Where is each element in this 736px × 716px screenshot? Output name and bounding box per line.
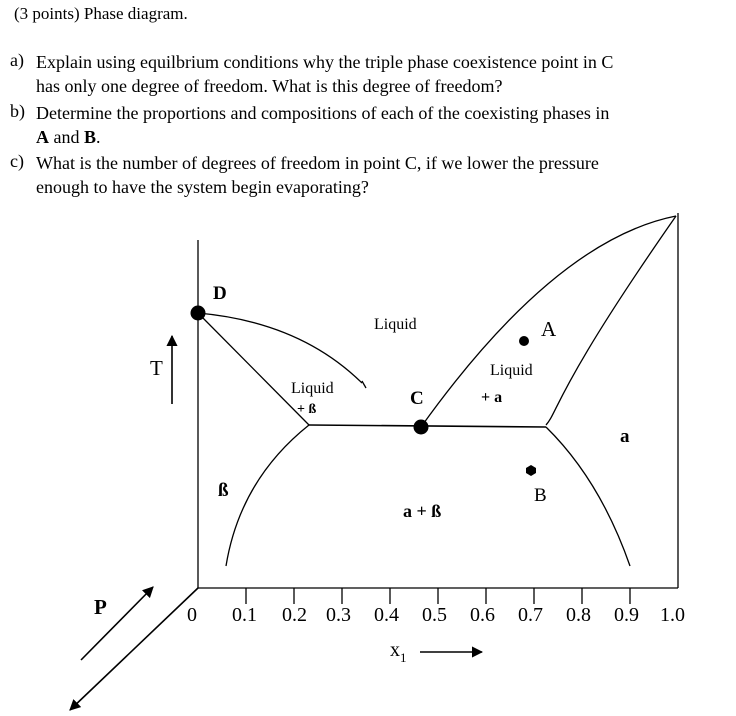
point-b-marker	[526, 465, 536, 476]
x-axis-ticks	[246, 588, 630, 604]
tick-label: 0.9	[614, 604, 639, 626]
region-alpha-beta: a + ß	[403, 501, 442, 521]
tick-label: 0.4	[374, 604, 399, 626]
composition-label-subscript: 1	[400, 650, 407, 665]
point-c-label: C	[410, 388, 424, 409]
tick-label: 0.1	[232, 604, 257, 626]
point-c-marker	[414, 420, 429, 435]
tick-label: 0.2	[282, 604, 307, 626]
question-b-connector: and	[49, 127, 84, 147]
tick-label: 0	[187, 604, 197, 626]
point-a-reference: A	[36, 127, 49, 147]
question-a-line1: Explain using equilbrium conditions why the triple phase coexistence point in C	[36, 52, 614, 72]
question-c-label: c)	[10, 151, 24, 171]
question-a-line2: has only one degree of freedom. What is this degree of freedom?	[36, 76, 503, 96]
region-liquid-alpha-line1: Liquid	[490, 362, 533, 379]
solidus-right	[546, 216, 676, 425]
point-b-label: B	[534, 485, 547, 506]
question-b-line1: Determine the proportions and compositions of each of the coexisting phases in	[36, 103, 610, 123]
region-alpha: a	[620, 426, 630, 447]
temperature-label: T	[150, 356, 163, 380]
solvus-left	[226, 425, 309, 566]
region-liquid-alpha-line2: + a	[481, 389, 503, 406]
x-tick-labels	[187, 604, 685, 626]
composition-label	[390, 639, 407, 665]
region-beta: ß	[218, 480, 229, 501]
tick-label: 0.3	[326, 604, 351, 626]
tick-label: 1.0	[660, 604, 685, 626]
problem-heading: (3 points) Phase diagram.	[14, 4, 188, 23]
question-a-label: a)	[10, 50, 24, 70]
point-b-reference: B	[84, 127, 97, 147]
point-d-marker	[191, 306, 206, 321]
point-d-label: D	[213, 283, 227, 304]
region-liquid-beta-line1: Liquid	[291, 380, 334, 397]
point-a-label: A	[541, 317, 557, 341]
tick-label: 0.8	[566, 604, 591, 626]
pressure-label: P	[94, 595, 107, 619]
question-c-line2: enough to have the system begin evaporating?	[36, 177, 369, 197]
pressure-arrow	[81, 587, 153, 660]
tick-label: 0.5	[422, 604, 447, 626]
region-liquid: Liquid	[374, 316, 417, 333]
liquidus-left	[198, 313, 362, 383]
tick-label: 0.7	[518, 604, 543, 626]
solidus-left	[198, 313, 309, 425]
point-a-marker	[519, 336, 529, 346]
composition-label-main: x	[390, 639, 400, 661]
question-b-period: .	[96, 127, 101, 147]
solvus-right	[546, 427, 630, 566]
question-b-label: b)	[10, 101, 25, 121]
question-c-line1: What is the number of degrees of freedom in point C, if we lower the pressure	[36, 153, 599, 173]
tick-label: 0.6	[470, 604, 495, 626]
liquidus-left-end	[362, 381, 366, 388]
region-liquid-beta-line2: + ß	[297, 402, 317, 417]
